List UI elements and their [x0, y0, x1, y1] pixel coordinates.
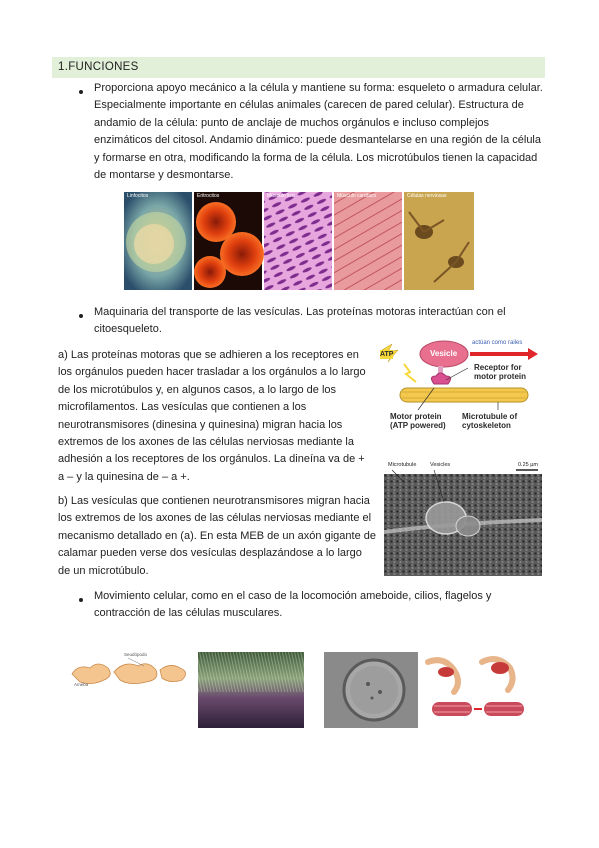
amoeba-label: Ameba [74, 682, 89, 687]
cell-label: Eritrocitos [197, 193, 220, 199]
sem-micrograph-svg [384, 462, 542, 576]
muscle-contraction-image [424, 652, 530, 728]
bullet-text: Movimiento celular, como en el caso de la locomoción ameboide, cilios, flagelos y contracción de las células musculares. [94, 590, 492, 620]
micrograph-vesicles-label: Vesicles [430, 462, 451, 468]
cell-label: Músculo liso [267, 193, 295, 199]
motor-protein-label: Motor protein (ATP powered) [390, 412, 446, 430]
muscle-contraction-svg [424, 652, 530, 728]
cell-micrograph-svg [324, 652, 418, 728]
microtubule-label: Microtubule of cytoskeleton [462, 412, 518, 430]
paragraph-b [58, 493, 376, 580]
pseudopod-label: Seudópodo [124, 652, 148, 657]
bullet-item [94, 80, 544, 184]
section-header [52, 57, 545, 78]
bullet-marker [79, 598, 83, 602]
bullet-item [94, 588, 544, 623]
cell-label: Linfocitos [127, 193, 149, 199]
amoeba-image [68, 652, 194, 690]
sem-micrograph [384, 462, 542, 576]
section-title: 1.FUNCIONES [58, 61, 139, 73]
bullet-text: Proporciona apoyo mecánico a la célula y mantiene su forma: esqueleto o armadura celular. Especialmente importante en células animales (carecen de pared celular). Estructura de andamio de la célula: punto de anclaje de muchos orgánulos e incluso complejos enzimáticos del citosol. Andamio dinámico: puede desmantelarse en una región de la célula y formarse en otra, modificando la forma de la célula. Los microtúbulos tienen la capacidad de montarse y desmontarse. [94, 82, 543, 182]
motor-protein-diagram [378, 340, 540, 440]
vesicle-label: Vesicle [430, 349, 458, 358]
atp-label: ATP [380, 351, 394, 358]
cell-micrograph-image [324, 652, 418, 728]
cell-label: Músculo cardíaco [337, 193, 377, 199]
cell-label: Células nerviosas [407, 193, 447, 199]
bullet-marker [79, 314, 83, 318]
paragraph-a-text: a) Las proteínas motoras que se adhieren a los receptores en los orgánulos pueden hacer trasladar a los orgánulos a lo largo de los microtúbulos y, en algunos casos, a lo largo de los microfilamentos. Las vesículas que contienen a los neurotransmisores (dinesina y quinesina) migran hacia los extremos de los axones de las células nerviosas mediante la adhesión a los receptores de los orgánulos. La dineína va de + a – y la quinesina de – a +. [58, 349, 366, 483]
micrograph-scale-label: 0.25 µm [518, 462, 538, 468]
rails-label: actúan como railes [472, 340, 523, 346]
cilia-image-svg [198, 652, 304, 728]
cell-types-image [124, 192, 474, 290]
bullet-text: Maquinaria del transporte de las vesículas. Las proteínas motoras interactúan con el citoesqueleto. [94, 306, 506, 336]
paragraph-a [58, 347, 370, 486]
receptor-label: Receptor for motor protein [474, 363, 526, 381]
paragraph-b-text: b) Las vesículas que contienen neurotransmisores migran hacia los extremos de los axones de las células nerviosas mediante el mecanismo detallado en (a). En esta MEB de un axón gigante de calamar pueden verse dos vesículas desplazándose a lo largo de un microtúbulo. [58, 495, 376, 577]
cilia-image [198, 652, 304, 728]
bullet-item [94, 304, 544, 339]
cell-types-image-svg [124, 192, 474, 290]
micrograph-microtubule-label: Microtubule [388, 462, 417, 468]
bullet-marker [79, 90, 83, 94]
